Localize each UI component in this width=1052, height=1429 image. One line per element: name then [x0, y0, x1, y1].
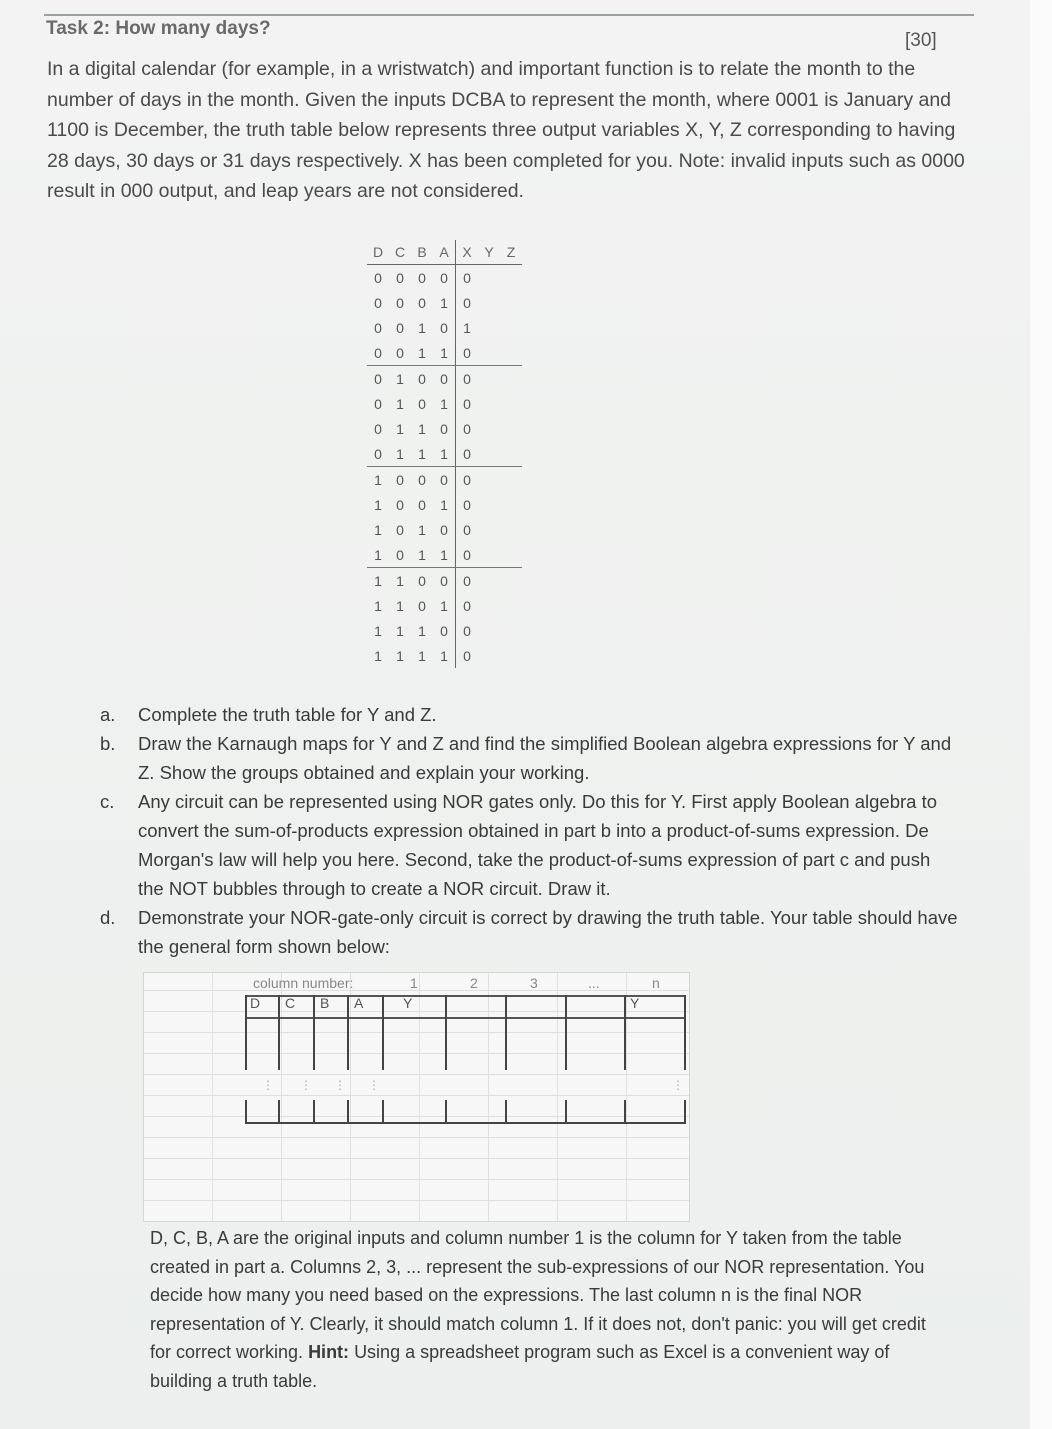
truth-cell: 1 — [374, 521, 382, 538]
truth-table-row — [367, 315, 522, 340]
truth-cell-empty — [500, 340, 522, 366]
truth-cell-empty — [500, 290, 522, 315]
truth-cell: 0 — [456, 391, 479, 416]
truth-cell: 0 — [440, 622, 448, 639]
header-a: A — [433, 240, 456, 265]
truth-cell: 1 — [411, 441, 433, 467]
truth-cell: 0 — [374, 370, 382, 387]
grid-line — [278, 1100, 280, 1124]
truth-cell: 0 — [418, 395, 426, 412]
truth-cell: 0 — [456, 467, 479, 493]
ellipsis-dots: ⋮ — [368, 1078, 381, 1092]
grid-line — [505, 1100, 507, 1124]
task-label: b. — [100, 733, 116, 754]
truth-table-row — [367, 366, 522, 392]
truth-cell: 1 — [418, 420, 426, 437]
truth-cell: 0 — [440, 572, 448, 589]
truth-cell-empty — [478, 391, 500, 416]
grid-line — [313, 995, 315, 1070]
truth-cell: 0 — [418, 572, 426, 589]
truth-cell: 1 — [396, 597, 404, 614]
truth-cell-empty — [500, 467, 522, 493]
example-header-row — [245, 995, 685, 1019]
truth-cell-empty — [478, 265, 500, 291]
truth-cell: 0 — [418, 294, 426, 311]
closing-paragraph — [150, 1224, 950, 1395]
example-bottom-row — [245, 1100, 685, 1124]
truth-cell-empty — [500, 315, 522, 340]
truth-table-row — [367, 542, 522, 568]
truth-cell-empty — [478, 568, 500, 594]
truth-cell: 0 — [456, 643, 479, 668]
truth-cell: 0 — [456, 441, 479, 467]
top-rule — [44, 14, 974, 16]
truth-cell: 0 — [374, 319, 382, 336]
truth-cell-empty — [478, 467, 500, 493]
truth-cell-empty — [500, 492, 522, 517]
example-header-y-final: Y — [630, 995, 640, 1011]
grid-line — [382, 995, 384, 1070]
task-label: c. — [100, 791, 115, 812]
hint-text: Using a spreadsheet program such as Excel is a convenient way of building a truth table. — [150, 1342, 890, 1391]
task-marks: [30] — [905, 30, 937, 51]
truth-cell: 1 — [374, 597, 382, 614]
grid-line — [684, 1100, 686, 1124]
truth-cell: 1 — [411, 340, 433, 366]
truth-cell: 0 — [396, 471, 404, 488]
example-header-b: B — [320, 995, 330, 1011]
header-d: D — [367, 240, 389, 265]
truth-cell-empty — [500, 366, 522, 392]
header-c: C — [389, 240, 411, 265]
grid-line — [445, 1100, 447, 1124]
truth-cell: 0 — [396, 319, 404, 336]
truth-cell: 1 — [396, 395, 404, 412]
ellipsis-dots: ⋮ — [262, 1078, 275, 1092]
truth-cell-empty — [478, 643, 500, 668]
page-margin — [1030, 0, 1052, 1429]
truth-table-row — [367, 517, 522, 542]
truth-cell: 0 — [418, 496, 426, 513]
truth-cell: 1 — [418, 647, 426, 664]
grid-line — [624, 995, 626, 1070]
truth-cell: 0 — [418, 370, 426, 387]
truth-cell: 0 — [456, 568, 479, 594]
truth-cell-empty — [478, 441, 500, 467]
truth-cell-empty — [500, 517, 522, 542]
truth-cell: 0 — [396, 521, 404, 538]
grid-line — [684, 995, 686, 1070]
grid-line — [278, 995, 280, 1070]
truth-cell: 0 — [396, 294, 404, 311]
task-item-b — [100, 729, 960, 787]
truth-cell: 0 — [456, 593, 479, 618]
truth-cell: 0 — [396, 269, 404, 286]
task-list — [100, 700, 960, 961]
grid-line — [347, 995, 349, 1070]
truth-cell: 0 — [456, 542, 479, 568]
truth-cell-empty — [478, 416, 500, 441]
ellipsis-dots: ⋮ — [334, 1078, 347, 1092]
grid-line — [445, 995, 447, 1070]
truth-cell-empty — [500, 618, 522, 643]
header-z: Z — [500, 240, 522, 265]
truth-cell: 1 — [374, 496, 382, 513]
hint-label: Hint: — [308, 1342, 350, 1362]
truth-table-row — [367, 441, 522, 467]
truth-cell: 0 — [440, 370, 448, 387]
truth-cell: 0 — [374, 420, 382, 437]
column-number-2: 2 — [470, 975, 478, 991]
truth-cell: 0 — [440, 420, 448, 437]
task-text: Any circuit can be represented using NOR gates only. Do this for Y. First apply Boolean algebra to convert the sum-of-products expression obtained in part b into a product-of-sums expression. De Morgan's law will help you here. Second, take the product-of-sums expression of part c and push the NOT bubbles through to create a NOR circuit. Draw it. — [138, 791, 938, 899]
truth-cell: 1 — [374, 572, 382, 589]
grid-line — [382, 1100, 384, 1124]
truth-cell: 1 — [418, 521, 426, 538]
column-number-ellipsis: ... — [588, 975, 600, 991]
truth-cell: 1 — [433, 542, 456, 568]
truth-cell: 0 — [418, 269, 426, 286]
task-item-a — [100, 700, 960, 729]
task-text: Draw the Karnaugh maps for Y and Z and find the simplified Boolean algebra expressions for Y and Z. Show the groups obtained and explain your working. — [138, 733, 952, 783]
truth-cell: 0 — [456, 416, 479, 441]
truth-cell: 0 — [374, 294, 382, 311]
header-x: X — [456, 240, 479, 265]
truth-table-row — [367, 618, 522, 643]
closing-text: D, C, B, A are the original inputs and column number 1 is the column for Y taken from the table created in part a. Columns 2, 3, ... represent the sub-expressions of our NOR representation. You decide how many you need based on the expressions. The last column n is the final NOR representation of Y. Clearly, it should match column 1. If it does not, don't panic: you will get credit for correct working. — [150, 1228, 926, 1362]
ellipsis-dots: ⋮ — [300, 1078, 313, 1092]
truth-cell: 1 — [440, 496, 448, 513]
truth-cell: 1 — [367, 542, 389, 568]
truth-cell: 0 — [440, 319, 448, 336]
truth-cell-empty — [478, 290, 500, 315]
truth-cell: 0 — [456, 290, 479, 315]
grid-line — [347, 1100, 349, 1124]
truth-table-row — [367, 391, 522, 416]
truth-cell: 0 — [374, 269, 382, 286]
truth-cell: 1 — [396, 622, 404, 639]
header-y: Y — [478, 240, 500, 265]
truth-cell: 0 — [440, 269, 448, 286]
truth-table-row — [367, 416, 522, 441]
truth-cell-empty — [500, 441, 522, 467]
grid-line — [505, 995, 507, 1070]
truth-cell: 1 — [433, 441, 456, 467]
truth-cell: 0 — [367, 340, 389, 366]
truth-cell-empty — [478, 593, 500, 618]
column-number-1: 1 — [410, 975, 418, 991]
truth-cell: 1 — [418, 622, 426, 639]
truth-cell: 0 — [456, 366, 479, 392]
grid-line — [313, 1100, 315, 1124]
task-label: a. — [100, 704, 116, 725]
truth-cell: 0 — [456, 492, 479, 517]
truth-cell-empty — [500, 416, 522, 441]
truth-cell: 0 — [418, 597, 426, 614]
task-title: Task 2: How many days? — [46, 18, 271, 39]
truth-table-row — [367, 290, 522, 315]
grid-line — [245, 995, 247, 1070]
truth-cell: 1 — [456, 315, 479, 340]
truth-cell: 1 — [396, 420, 404, 437]
truth-cell-empty — [478, 366, 500, 392]
truth-table-row — [367, 593, 522, 618]
truth-cell: 1 — [374, 622, 382, 639]
truth-cell: 0 — [456, 340, 479, 366]
truth-cell: 1 — [389, 441, 411, 467]
truth-cell: 0 — [456, 618, 479, 643]
column-number-label: column number: — [253, 975, 354, 991]
truth-cell: 0 — [396, 496, 404, 513]
truth-table-row — [367, 568, 522, 594]
grid-line — [565, 1100, 567, 1124]
ellipsis-dots: ⋮ — [672, 1078, 685, 1092]
task-item-d — [100, 903, 960, 961]
truth-cell: 1 — [440, 294, 448, 311]
truth-cell-empty — [500, 643, 522, 668]
task-label: d. — [100, 907, 116, 928]
truth-cell: 0 — [456, 517, 479, 542]
truth-cell: 0 — [440, 521, 448, 538]
grid-line — [565, 995, 567, 1070]
truth-cell: 1 — [440, 597, 448, 614]
truth-cell: 1 — [396, 370, 404, 387]
task-item-c — [100, 787, 960, 903]
truth-table-header — [367, 240, 522, 265]
truth-cell: 1 — [374, 647, 382, 664]
truth-table-row — [367, 340, 522, 366]
truth-cell-empty — [478, 492, 500, 517]
truth-cell-empty — [478, 517, 500, 542]
truth-cell: 1 — [440, 647, 448, 664]
task-intro: In a digital calendar (for example, in a wristwatch) and important function is to relate the month to the number of days in the month. Given the inputs DCBA to represent the month, where 0001 is January and 1100 is December, the truth table below represents three output variables X, Y, Z corresponding to having 28 days, 30 days or 31 days respectively. X has been completed for you. Note: invalid inputs such as 0000 result in 000 output, and leap years are not considered. — [47, 58, 965, 202]
truth-cell: 0 — [374, 395, 382, 412]
truth-cell: 0 — [440, 471, 448, 488]
truth-table-row — [367, 467, 522, 493]
example-header-y: Y — [403, 995, 413, 1011]
truth-cell-empty — [478, 542, 500, 568]
truth-cell: 1 — [374, 471, 382, 488]
column-number-3: 3 — [530, 975, 538, 991]
task-text: Complete the truth table for Y and Z. — [138, 704, 437, 725]
truth-cell-empty — [500, 568, 522, 594]
truth-cell: 1 — [433, 340, 456, 366]
truth-cell-empty — [478, 315, 500, 340]
truth-cell: 0 — [456, 265, 479, 291]
truth-cell: 1 — [396, 572, 404, 589]
example-header-a: A — [354, 995, 364, 1011]
truth-cell: 0 — [389, 542, 411, 568]
truth-cell: 1 — [418, 319, 426, 336]
example-header-d: D — [250, 995, 261, 1011]
truth-cell: 1 — [411, 542, 433, 568]
truth-cell-empty — [500, 593, 522, 618]
truth-cell-empty — [500, 542, 522, 568]
truth-cell: 0 — [418, 471, 426, 488]
example-header-c: C — [285, 995, 296, 1011]
truth-cell: 1 — [396, 647, 404, 664]
grid-line — [245, 1100, 247, 1124]
truth-cell-empty — [500, 265, 522, 291]
task-text: Demonstrate your NOR-gate-only circuit is correct by drawing the truth table. Your table should have the general form shown below: — [138, 907, 958, 957]
truth-cell: 0 — [389, 340, 411, 366]
truth-table-row — [367, 643, 522, 668]
truth-table-row — [367, 265, 522, 291]
truth-cell: 1 — [440, 395, 448, 412]
truth-cell: 0 — [367, 441, 389, 467]
grid-line — [624, 1100, 626, 1124]
truth-table-row — [367, 492, 522, 517]
truth-cell-empty — [478, 340, 500, 366]
truth-table — [367, 240, 522, 668]
truth-cell-empty — [478, 618, 500, 643]
truth-cell-empty — [500, 391, 522, 416]
header-b: B — [411, 240, 433, 265]
column-number-n: n — [652, 975, 660, 991]
